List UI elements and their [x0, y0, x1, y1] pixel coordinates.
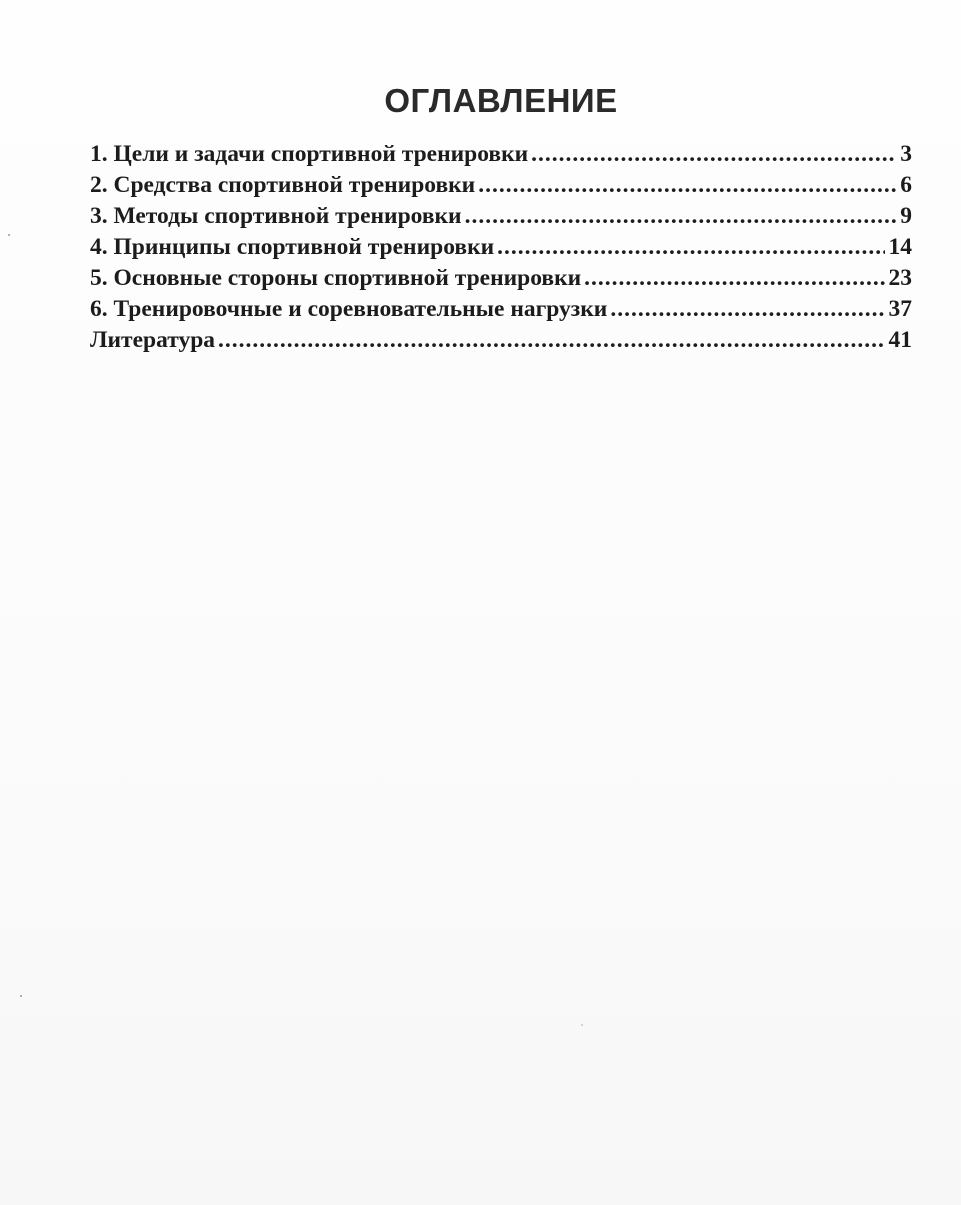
toc-entry-label: 6. Тренировочные и соревновательные нагрузки: [90, 296, 608, 322]
dot-leader: [584, 265, 884, 292]
toc-page-number: 6: [900, 172, 912, 198]
dot-leader: [610, 296, 884, 323]
toc-entry-means: [90, 172, 912, 203]
toc-entry-label: 2. Средства спортивной тренировки: [90, 172, 476, 198]
table-of-contents: [90, 141, 912, 358]
toc-page-number: 23: [888, 265, 912, 291]
toc-entry-label: 1. Цели и задачи спортивной тренировки: [90, 141, 529, 167]
toc-page-number: 3: [900, 141, 912, 167]
toc-entry-label: 3. Методы спортивной тренировки: [90, 203, 462, 229]
scan-speck: [20, 995, 22, 997]
toc-page-number: 9: [900, 203, 912, 229]
dot-leader: [531, 141, 896, 168]
toc-entry-loads: [90, 296, 912, 327]
toc-entry-aspects: [90, 265, 912, 296]
toc-entry-label: 4. Принципы спортивной тренировки: [90, 234, 495, 260]
page-title: ОГЛАВЛЕНИЕ: [384, 82, 618, 119]
toc-entry-methods: [90, 203, 912, 234]
scan-speck: [8, 234, 10, 236]
toc-entry-label: Литература: [90, 327, 216, 353]
dot-leader: [218, 327, 884, 354]
toc-entry-principles: [90, 234, 912, 265]
dot-leader: [465, 203, 897, 230]
toc-entry-label: 5. Основные стороны спортивной тренировки: [90, 265, 582, 291]
dot-leader: [478, 172, 896, 199]
toc-entry-literature: [90, 327, 912, 358]
toc-page-number: 41: [888, 327, 912, 353]
toc-page-number: 14: [888, 234, 912, 260]
scan-speck: [581, 1024, 583, 1026]
toc-page-number: 37: [888, 296, 912, 322]
dot-leader: [497, 234, 884, 261]
toc-entry-goals: [90, 141, 912, 172]
